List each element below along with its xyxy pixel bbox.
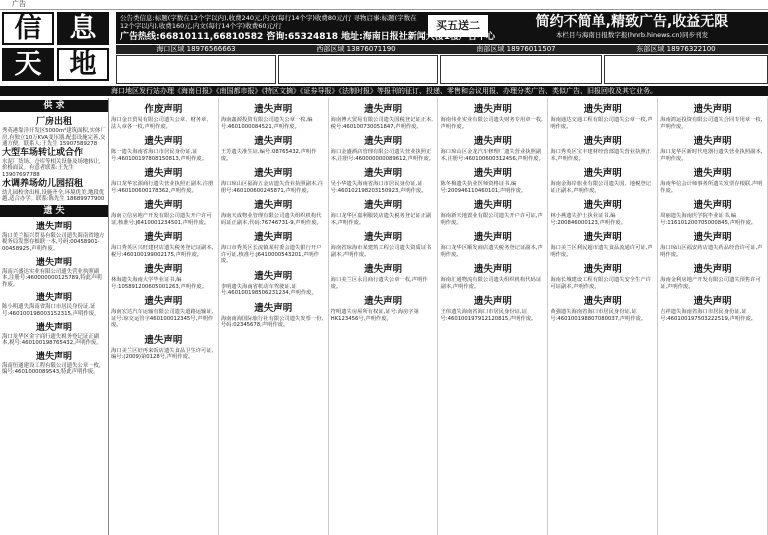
notice-title: 遗失声明 (35, 293, 72, 304)
notice-title: 遗失声明 (144, 200, 183, 211)
notice-body: 海南宏达汽车运输有限公司遗失道路运输证,证号:琼交运管字460100012345号,声明作废。 (111, 309, 214, 328)
notice-title: 遗失声明 (583, 200, 622, 211)
notice-title: 遗失声明 (693, 168, 732, 179)
notice-title: 遗失声明 (364, 168, 403, 179)
notice-title: 遗失声明 (693, 296, 732, 307)
header (0, 10, 768, 84)
notice-body: 陈小明遗失海南省海口市居民身份证,证号:460100198003152315,声明作废。 (2, 304, 100, 317)
logo-char: 信 (2, 12, 54, 45)
notice-body: 海口美兰区好再来饭店遗失食品卫生许可证,编号:(2009)第0128号,声明作废。 (111, 347, 214, 360)
notice-body: 海南华信会计师事务所遗失发票存根联,声明作废。 (660, 181, 763, 194)
top-bar (0, 0, 768, 10)
price-note: 公告类信息:标题(字数在12个字以内),收费240元,内文(每行14个字)收费80元/行 寻物启事:标题(字数在12个字以内),收费160元,内文(每行14个字)收费60元/行 (120, 14, 417, 30)
notice-title: 遗失声明 (35, 351, 72, 362)
notice-title: 遗失声明 (35, 221, 72, 232)
contact-box (116, 55, 276, 84)
notice-title: 遗失声明 (473, 296, 512, 307)
notice-title: 遗失声明 (583, 296, 622, 307)
hotline: 广告热线:66810111,66810582 咨询:65324818 地址:海南日报社新闻大楼1楼广告中心 (120, 32, 496, 42)
notice-body: 符明遗失房屋所有权证,证号:海房字第HK123456号,声明作废。 (330, 309, 419, 322)
notice-body: 李明遗失海南省机动车驾驶证,证号:460100198506231234,声明作废。 (220, 283, 317, 296)
notice-body: 海南金利房地产开发有限公司遗失预售许可证,声明作废。 (660, 277, 761, 290)
notice-body: 海南博大贸易有限公司遗失国税登记证正本,税号:460100730051847,声明作废。 (330, 117, 433, 130)
notice-title: 遗失声明 (144, 264, 183, 275)
notice-title: 遗失声明 (144, 168, 183, 179)
notice-body: 海南天成物业管理有限公司遗失组织机构代码证正副本,代码:76746731-9,声明作废。 (220, 213, 322, 226)
notice-body: 陈冬梅遗失执业医师资格证书,编号:200946110460101,声明作废。 (440, 181, 527, 194)
office-item: 南部区域 18976011507 (476, 45, 556, 53)
notice-body: 海口龙华区顺发商店遗失税务登记证副本,声明作废。 (440, 245, 543, 258)
office-item: 东部区域 18976322100 (636, 45, 716, 53)
notice-title: 遗失声明 (254, 232, 293, 243)
slogan-sub: 本栏目与海南日报数字报(hnrb.hinews.cn)同步刊发 (555, 31, 709, 39)
office-item: 海口区域 18976566663 (156, 45, 236, 53)
notice-body: 海口龙华区金宇商行遗失税务登记证正副本,税号:460100198765432,声明作废。 (2, 333, 102, 347)
notice-title: 遗失声明 (693, 232, 732, 243)
notice-title: 遗失声明 (693, 264, 732, 275)
notice-body: 海口龙华宏源商行遗失营业执照正副本,注册号:460100600178362,声明作废。 (111, 181, 214, 194)
notice-title: 厂房出租 (35, 117, 72, 127)
notice-body: 吉祥遗失海南省海口市居民身份证,证号:460100197503222519,声明作废。 (660, 309, 757, 322)
notice-title: 遗失声明 (254, 104, 293, 115)
office-item: 西部区域 13876071190 (316, 45, 396, 53)
notice-body: 海南鑫源投资有限公司遗失公章一枚,编号:4601000084521,声明作废。 (220, 117, 313, 130)
notice-body: 王芳遗失准生证,编号:08765432,声明作废。 (220, 149, 317, 162)
notice-body: 海口龙华区嘉利服装店遗失税务登记证正副本,声明作废。 (330, 213, 432, 226)
notice-title: 遗失声明 (144, 334, 183, 346)
notice-body: 林小燕遗失护士执业证书,编号:200846000123,声明作废。 (550, 213, 627, 226)
notice-body: 海南立信房地产开发有限公司遗失开户许可证,核准号:J6410001234501,声明作废。 (111, 213, 212, 226)
notice-title: 遗失声明 (364, 264, 403, 275)
notice-title: 遗失声明 (364, 296, 403, 307)
notice-body: 海南南海国际旅行社有限公司遗失发票一份,号码:02345678,声明作废。 (220, 315, 324, 328)
notice-title: 遗失声明 (583, 232, 622, 243)
notice-body: 海口秀英区兴旺建材店遗失税务登记证副本,税号:460100199002175,声明作废。 (111, 245, 214, 258)
notice-body: 海口琼山区金龙汽车修理厂遗失营业执照副本,注册号:460100600312456,声明作废。 (440, 149, 544, 162)
notice-title: 遗失声明 (473, 232, 512, 243)
logo-char: 地 (57, 48, 109, 81)
notice-body: 秀英港靠洋开发区5000m²建筑面积,实体厂房,有独立10万KVA变压器,配套设施完善,交通方便。联系人:王先生 15907589278 (2, 128, 106, 148)
notice-body: 海南鸿运投资有限公司遗失合同专用章一枚,声明作废。 (660, 117, 763, 130)
notice-columns (109, 98, 768, 535)
service-banner: 海口地区发行站办理《海南日报》《南国都市报》《特区文摘》《证券导报》《法制时报》等报刊的征订、投递、零售和会议用报、办理分类广告、类似广告、旧报回收及其它业务。 (0, 86, 768, 96)
notice-body: 海南伟业实业有限公司遗失财务专用章一枚,声明作废。 (440, 117, 543, 130)
contact-box (440, 55, 602, 84)
notice-title: 遗失声明 (583, 168, 622, 179)
office-row (116, 45, 768, 54)
notice-body: 陈一遗失海南省海口市居民身份证,证号:460100197808150813,声明作废。 (111, 149, 207, 162)
notice-title: 遗失声明 (254, 136, 293, 147)
notice-body: 海南金海岸旅业有限公司遗失国、地税登记证正副本,声明作废。 (550, 181, 651, 194)
notice-title: 遗失声明 (364, 200, 403, 211)
contact-grid (116, 55, 768, 84)
header-banner (116, 12, 768, 44)
notice-title: 遗失声明 (364, 136, 403, 147)
notice-body: 海口秀英区宝丰建材经营部遗失营业执照正本,声明作废。 (550, 149, 651, 162)
notice-body: 幼儿园校舍出租,设施齐全,环境优美,地段优越,适合办学。联系:陈先生 18689977900 (2, 189, 105, 203)
promo-badge: 买五送二 (428, 15, 488, 37)
section-lost: 遗 失 (0, 205, 108, 217)
notice-body: 海南通达交通工程有限公司遗失公章一枚,声明作废。 (550, 117, 653, 130)
notice-body: 海口琼山区福安药店遗失药品经营许可证,声明作废。 (660, 245, 763, 258)
notice-body: 海口美兰区利民超市遗失食品流通许可证,声明作废。 (550, 245, 653, 258)
notice-body: 海南汇通物流有限公司遗失组织机构代码证副本,声明作废。 (440, 277, 542, 290)
notice-body: 海口市秀英区长流镇某村委会遗失银行开户许可证,核准号:J6410000543201,声明作废。 (220, 245, 322, 264)
notice-title: 遗失声明 (254, 200, 293, 211)
notice-title: 作废声明 (144, 104, 183, 115)
logo (2, 12, 114, 82)
notice-title: 遗失声明 (254, 302, 293, 314)
left-column (0, 98, 109, 535)
notice-column (109, 98, 219, 535)
notice-column (658, 98, 768, 535)
slogan: 简约不简单,精致广告,收益无限 (535, 14, 729, 30)
notice-title: 遗失声明 (144, 232, 183, 243)
notice-body: 海口金盛酒店管理有限公司遗失营业执照正本,注册号:460000000089612,声明作废。 (330, 149, 435, 162)
notice-body: 黄强遗失海南省海口市居民身份证,证号:460100198807080037,声明作废。 (550, 309, 647, 322)
notice-title: 遗失声明 (473, 200, 512, 211)
notice-title: 大型车场转让或合作 (2, 147, 84, 158)
section-supply: 供 求 (0, 100, 108, 112)
notice-body: 海口琼山区福海五金店遗失营业执照副本,注册号:460100600245871,声明作废。 (220, 181, 324, 194)
notice-title: 遗失声明 (473, 104, 512, 115)
notice-title: 遗失声明 (583, 136, 622, 147)
notice-body: 海南长城建设工程有限公司遗失安全生产许可证副本,声明作废。 (550, 277, 651, 290)
notice-title: 遗失声明 (473, 168, 512, 179)
notice-body: 海口美兰区永昌商行遗失公章一枚,声明作废。 (330, 277, 428, 290)
notice-title: 遗失声明 (693, 200, 732, 211)
notice-body: 海南兴盛达实业有限公司遗失营业执照副本,注册号:460000000125789,特此声明作废。 (2, 268, 102, 288)
notice-body: 周丽遗失海南医学院毕业证书,编号:116101200705000845,声明作废。 (660, 213, 757, 226)
notice-title: 遗失声明 (583, 264, 622, 275)
notice-title: 遗失声明 (693, 136, 732, 147)
notice-body: 水泥厂货场、仓库等相关设备及场地转让,价格面议。有意者联系:王先生 13907697788 (2, 158, 101, 178)
notice-title: 遗失声明 (473, 136, 512, 147)
notice-title: 遗失声明 (35, 257, 72, 268)
notice-body: 王伟遗失海南省海口市居民身份证,证号:460100197912120815,声明作废。 (440, 309, 537, 322)
notice-title: 遗失声明 (254, 168, 293, 179)
notice-body: 海南新天地置业有限公司遗失开户许可证,声明作废。 (440, 213, 543, 226)
notice-body: 海口金日贸易有限公司遗失公章、财务章、法人章各一枚,声明作废。 (111, 117, 212, 130)
notice-column (439, 98, 549, 535)
logo-char: 息 (57, 12, 109, 45)
notice-title: 遗失声明 (364, 104, 403, 115)
notice-body: 海南恒通建设工程有限公司遗失公章一枚,编号:4601000089543,特此声明作废。 (2, 362, 101, 376)
notice-body: 海口龙华区新时代电器行遗失营业执照副本,声明作废。 (660, 149, 763, 162)
contact-box (604, 55, 768, 84)
notice-column (548, 98, 658, 535)
notice-column (329, 98, 439, 535)
notice-title: 遗失声明 (35, 322, 72, 333)
section-label: 广告 (12, 0, 26, 8)
notice-title: 遗失声明 (144, 136, 183, 147)
contact-box (278, 55, 438, 84)
notice-title: 遗失声明 (473, 264, 512, 275)
notice-title: 遗失声明 (693, 104, 732, 115)
notice-body: 吴小华遗失海南省海口市居民身份证,证号:460102198203150923,声明作废。 (330, 181, 427, 194)
notice-title: 遗失声明 (583, 104, 622, 115)
notice-title: 遗失声明 (144, 296, 183, 307)
notice-body: 海口美兰振兴贸易有限公司遗失海南省地方税务局发票存根联一本,号码:00458901-00458925,声明作废。 (2, 232, 105, 252)
notice-title: 遗失声明 (254, 270, 293, 282)
notice-column (219, 98, 329, 535)
logo-char: 天 (2, 48, 54, 81)
header-info (116, 10, 768, 84)
notice-title: 水调养场幼儿园招租 (2, 178, 84, 189)
notice-body: 林海遗失海南大学毕业证书,编号:105891200605001263,声明作废。 (111, 277, 207, 290)
notice-title: 遗失声明 (364, 232, 403, 243)
notice-body: 海南省琼海市某建筑工程公司遗失资质证书副本,声明作废。 (330, 245, 432, 258)
